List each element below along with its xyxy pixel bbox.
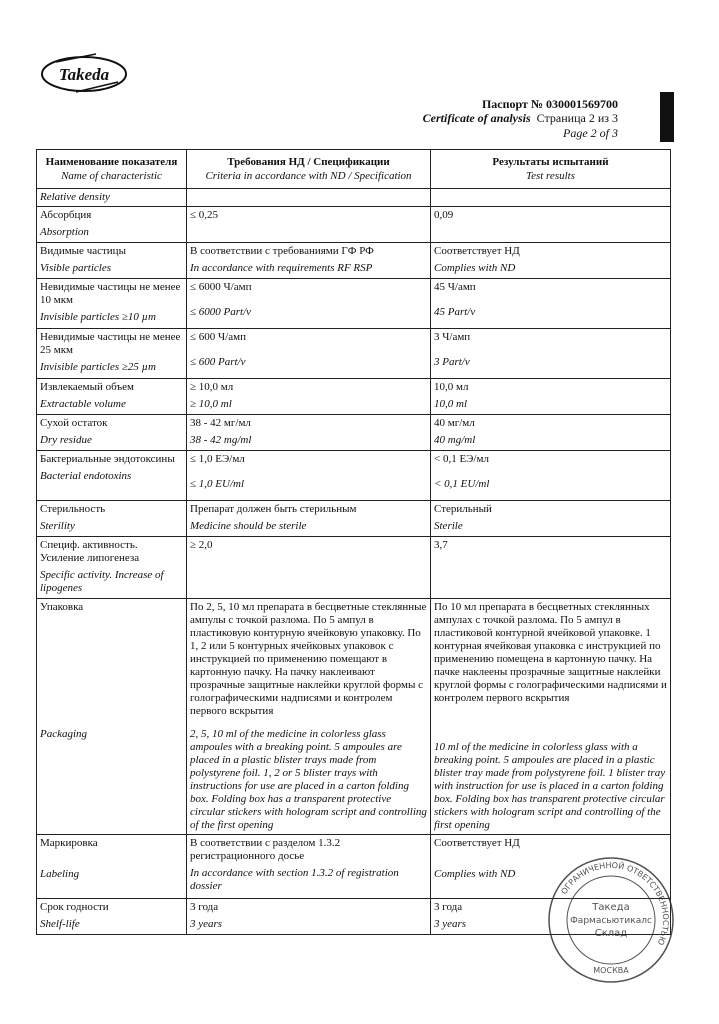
page-number-en: Page 2 of 3	[563, 126, 618, 140]
passport-number: Паспорт № 030001569700	[481, 97, 618, 111]
stamp-line-3: Склад	[594, 928, 628, 939]
results-table	[36, 149, 671, 935]
black-margin-bar	[660, 92, 674, 142]
table-row: Специф. активность. Усиление липогенеза Specific activity. Increase of lipogenes ≥ 2,0 3,7	[37, 537, 671, 599]
stamp-ring-text: ОГРАНИЧЕННОЙ ОТВЕТСТВЕННОСТЬЮ	[559, 860, 671, 947]
table-row: Невидимые частицы не менее 25 мкм Invisible particles ≥25 µm ≤ 600 Ч/амп ≤ 600 Part/v 3 Ч/амп 3 Part/v	[37, 329, 671, 379]
col-name-header: Наименование показателя Name of characteristic	[37, 150, 187, 189]
table-row: Стерильность Sterility Препарат должен быть стерильным Medicine should be sterile Стерильный Sterile	[37, 501, 671, 537]
table-row: Извлекаемый объем Extractable volume ≥ 10,0 мл ≥ 10,0 ml 10,0 мл 10,0 ml	[37, 379, 671, 415]
stamp-city: МОСКВА	[593, 966, 629, 975]
takeda-logo	[36, 48, 132, 96]
table-row: Сухой остаток Dry residue 38 - 42 мг/мл 38 - 42 mg/ml 40 мг/мл 40 mg/ml	[37, 415, 671, 451]
logo-text: Takeda	[58, 65, 110, 84]
table-row: Абсорбция Absorption ≤ 0,25 0,09	[37, 207, 671, 243]
col-results-header: Результаты испытаний Test results	[431, 150, 671, 189]
certificate-title: Certificate of analysis Страница 2 из 3	[422, 111, 618, 125]
col-criteria-header: Требования НД / Спецификации Criteria in accordance with ND / Specification	[187, 150, 431, 189]
stamp-line-2: Фармасьютикалс	[570, 916, 652, 926]
table-row: Видимые частицы Visible particles В соответствии с требованиями ГФ РФ In accordance with requirements RF RSP Соответствует НД Complies with ND	[37, 243, 671, 279]
table-row: Маркировка Labeling В соответствии с разделом 1.3.2 регистрационного досье In accordance with section 1.3.2 of registration dossier Соответствует НД Complies with ND	[37, 835, 671, 899]
stamp-line-1: Такеда	[592, 902, 630, 913]
table-row: Бактериальные эндотоксины Bacterial endotoxins ≤ 1,0 ЕЭ/мл ≤ 1,0 EU/ml < 0,1 ЕЭ/мл < 0,1 EU/ml	[37, 451, 671, 501]
table-row: Невидимые частицы не менее 10 мкм Invisible particles ≥10 µm ≤ 6000 Ч/амп ≤ 6000 Part/v 45 Ч/амп 45 Part/v	[37, 279, 671, 329]
table-row: Срок годности Shelf-life 3 года 3 years 3 года 3 years	[37, 899, 671, 935]
table-row: Relative density	[37, 189, 671, 207]
table-header-row	[37, 150, 671, 189]
table-row: Упаковка Packaging По 2, 5, 10 мл препарата в бесцветные стеклянные ампулы с точкой разлома. По 5 ампул в пластиковую контурную ячейковую упаковку. По 1, 2 или 5 контурных ячейковых упаковок с инструкцией по применению помещают в картонную пачку. На пачку наклеивают прозрачные защитные наклейки круглой формы с голографическими надписями и контролем первого вскрытия 2, 5, 10 ml of the medicine in colorless glass ampoules with a breaking point. 5 ampoules are placed in a plastic blister trays made from polystyrene foil. 1, 2 or 5 blister trays with instructions for use are placed in a carton folding box. Folding box has a transparent protective circular stickers with hologram script and controlling of the first opening По 10 мл препарата в бесцветных стеклянных ампулах с точкой разлома. По 5 ампул в пластиковой контурной ячейковой упаковке. 1 контурная ячейковая упаковка с инструкцией по применению помещена в картонную пачку. На пачке наклеены прозрачные защитные наклейки круглой формы с голографическими надписями и контролем первого вскрытия 10 ml of the medicine in colorless glass with a breaking point. 5 ampoules are placed in a plastic blister tray made from polystyrene foil. 1 blister tray with instruction for use is placed in a carton folding box. Folding box has transparent protective circular stickers with hologram script and controlling of the first opening	[37, 599, 671, 835]
company-stamp	[546, 855, 676, 985]
